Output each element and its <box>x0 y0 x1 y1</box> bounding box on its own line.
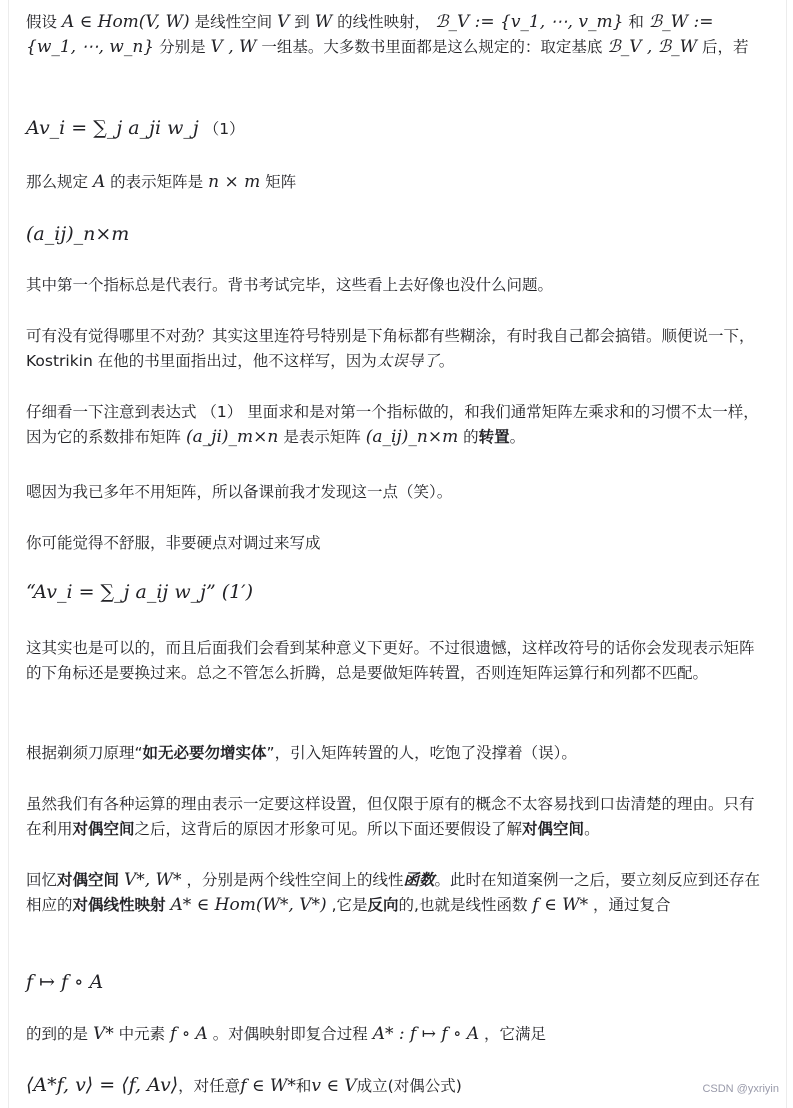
math-inline: W <box>314 12 333 32</box>
text: 虽然我们有各种运算的理由表示一定要这样设置，但仅限于原有的概念不太容易找到口齿清楚的理由。只有在利用 <box>26 795 755 838</box>
text: 的表示矩阵是 <box>110 173 204 191</box>
math-inline: v ∈ V <box>311 1076 357 1096</box>
math-inline: A ∈ Hom(V, W) <box>61 12 190 32</box>
text: 回忆 <box>26 871 58 889</box>
text: 那么规定 <box>26 173 89 191</box>
text: ，对任意 <box>178 1077 241 1095</box>
equation-2 <box>26 222 761 248</box>
text: 假设 <box>26 13 58 31</box>
math-inline: A* ∈ Hom(W*, V*) <box>170 894 327 915</box>
page-border-right <box>786 0 787 1108</box>
math-inline: A <box>92 172 106 192</box>
paragraph-laugh: 嗯因为我已多年不用矩阵，所以备课前我才发现这一点（笑）。 <box>26 483 453 501</box>
emphasis: 太误导了 <box>376 351 439 370</box>
math-inline: A* : f ↦ f ∘ A <box>372 1024 480 1044</box>
bold-text: 对偶空间 <box>72 819 135 838</box>
paragraph-dual-map <box>26 868 761 917</box>
math-inline: (a_ji)_m×n <box>185 426 279 447</box>
math-inline: V , W <box>210 36 257 57</box>
math-inline: f ∈ W* <box>532 894 589 915</box>
math-inline: f ∈ W* <box>240 1076 296 1096</box>
paragraph-composition <box>26 1022 761 1047</box>
text: ,它是 <box>331 895 368 914</box>
paragraph-razor <box>26 741 761 766</box>
text: 是表示矩阵 <box>283 427 361 446</box>
bold-text: 反向 <box>367 895 399 914</box>
text: 。 <box>438 351 455 370</box>
text: 中元素 <box>118 1025 166 1043</box>
paragraph-kostrikin <box>26 324 761 373</box>
text: 。此时在知道案例一之后，要立刻反应到还存在相应的 <box>26 871 761 914</box>
text: 矩阵 <box>265 173 297 191</box>
text: 分别是 <box>159 37 206 56</box>
watermark: CSDN @yxriyin <box>702 1083 779 1095</box>
math-inline: V <box>277 12 290 32</box>
text: 的,也就是线性函数 <box>398 895 528 914</box>
text: 根据剃须刀原理“ <box>26 744 143 762</box>
math-display: “Av_i = ∑_j a_ij w_j” (1′) <box>26 581 253 603</box>
paragraph-matrix-def <box>26 170 761 195</box>
bold-italic-text: 函数 <box>403 871 435 889</box>
math-display: ⟨A*f, v⟩ = ⟨f, Av⟩ <box>26 1074 179 1096</box>
text: 成立 <box>356 1077 388 1095</box>
math-inline: ℬ_W := {w_1, ⋯, w_n} <box>26 12 714 57</box>
text: 。对偶映射即复合过程 <box>212 1025 368 1043</box>
equation-tag: （1） <box>203 120 245 138</box>
equation-5 <box>26 1073 761 1099</box>
text: 的到的是 <box>26 1025 89 1043</box>
paragraph-swap: 你可能觉得不舒服，非要硬点对调过来写成 <box>26 534 321 552</box>
equation-4 <box>26 970 761 996</box>
text: 和 <box>628 13 644 31</box>
paragraph-row-index: 其中第一个指标总是代表行。背书考试完毕，这些看上去好像也没什么问题。 <box>26 276 554 294</box>
paragraph-definition <box>26 10 761 59</box>
bold-text: 对偶空间 <box>57 871 120 889</box>
math-inline: V* <box>92 1024 114 1044</box>
text: 一组基。大多数书里面都是这么规定的：取定基底 <box>261 37 603 56</box>
text: ，它满足 <box>484 1025 547 1043</box>
bold-text: 对偶空间 <box>522 819 585 838</box>
text: 和 <box>295 1077 312 1095</box>
text: 。 <box>509 427 526 446</box>
text: 的 <box>463 427 479 446</box>
math-display: Av_i = ∑_j a_ji w_j <box>26 117 199 139</box>
text: 。 <box>584 819 600 838</box>
text: ，分别是两个线性空间上的线性 <box>186 871 404 889</box>
math-inline: n × m <box>208 172 261 192</box>
text: (对偶公式) <box>387 1077 462 1095</box>
math-display: f ↦ f ∘ A <box>26 971 104 993</box>
math-inline: V*, W* <box>123 870 182 890</box>
math-inline: f ∘ A <box>170 1024 208 1044</box>
page-border-left <box>8 0 9 1108</box>
math-inline: ℬ_V , ℬ_W <box>607 36 698 57</box>
text: 之后，这背后的原因才形象可见。所以下面还要假设了解 <box>134 819 523 838</box>
text: 的线性映射， <box>337 13 431 31</box>
text: 仔细看一下注意到表达式 （1） 里面求和是对第一个指标做的，和我们通常矩阵左乘求和的习惯不太一样，因为它的系数排布矩阵 <box>26 403 759 446</box>
math-inline: ℬ_V := {v_1, ⋯, v_m} <box>435 12 624 32</box>
math-display: (a_ij)_n×m <box>26 223 130 245</box>
bold-text: 对偶线性映射 <box>72 895 166 914</box>
text: 可有没有觉得哪里不对劲？其实这里连符号特别是下角标都有些糊涂，有时我自己都会搞错。顺便说一下，Kostrikin 在他的书里面指出过，他不这样写，因为 <box>26 327 755 370</box>
text: 到 <box>294 13 310 31</box>
text: 后，若 <box>702 37 749 56</box>
text: ，通过复合 <box>593 895 671 914</box>
paragraph-transpose <box>26 400 761 449</box>
text: ”，引入矩阵转置的人，吃饱了没撑着（误）。 <box>266 744 577 762</box>
text: 是线性空间 <box>194 13 273 31</box>
paragraph-dual-space <box>26 792 761 841</box>
bold-text: 如无必要勿增实体 <box>142 744 267 762</box>
equation-1 <box>26 116 761 142</box>
bold-text: 转置 <box>478 427 510 446</box>
math-inline: (a_ij)_n×m <box>365 426 459 447</box>
paragraph-possible: 这其实也是可以的，而且后面我们会看到某种意义下更好。不过很遗憾，这样改符号的话你会发现表示矩阵的下角标还是要换过来。总之不管怎么折腾，总是要做矩阵转置，否则连矩阵运算行和列都不匹配。 <box>26 639 755 682</box>
equation-3 <box>26 580 761 606</box>
